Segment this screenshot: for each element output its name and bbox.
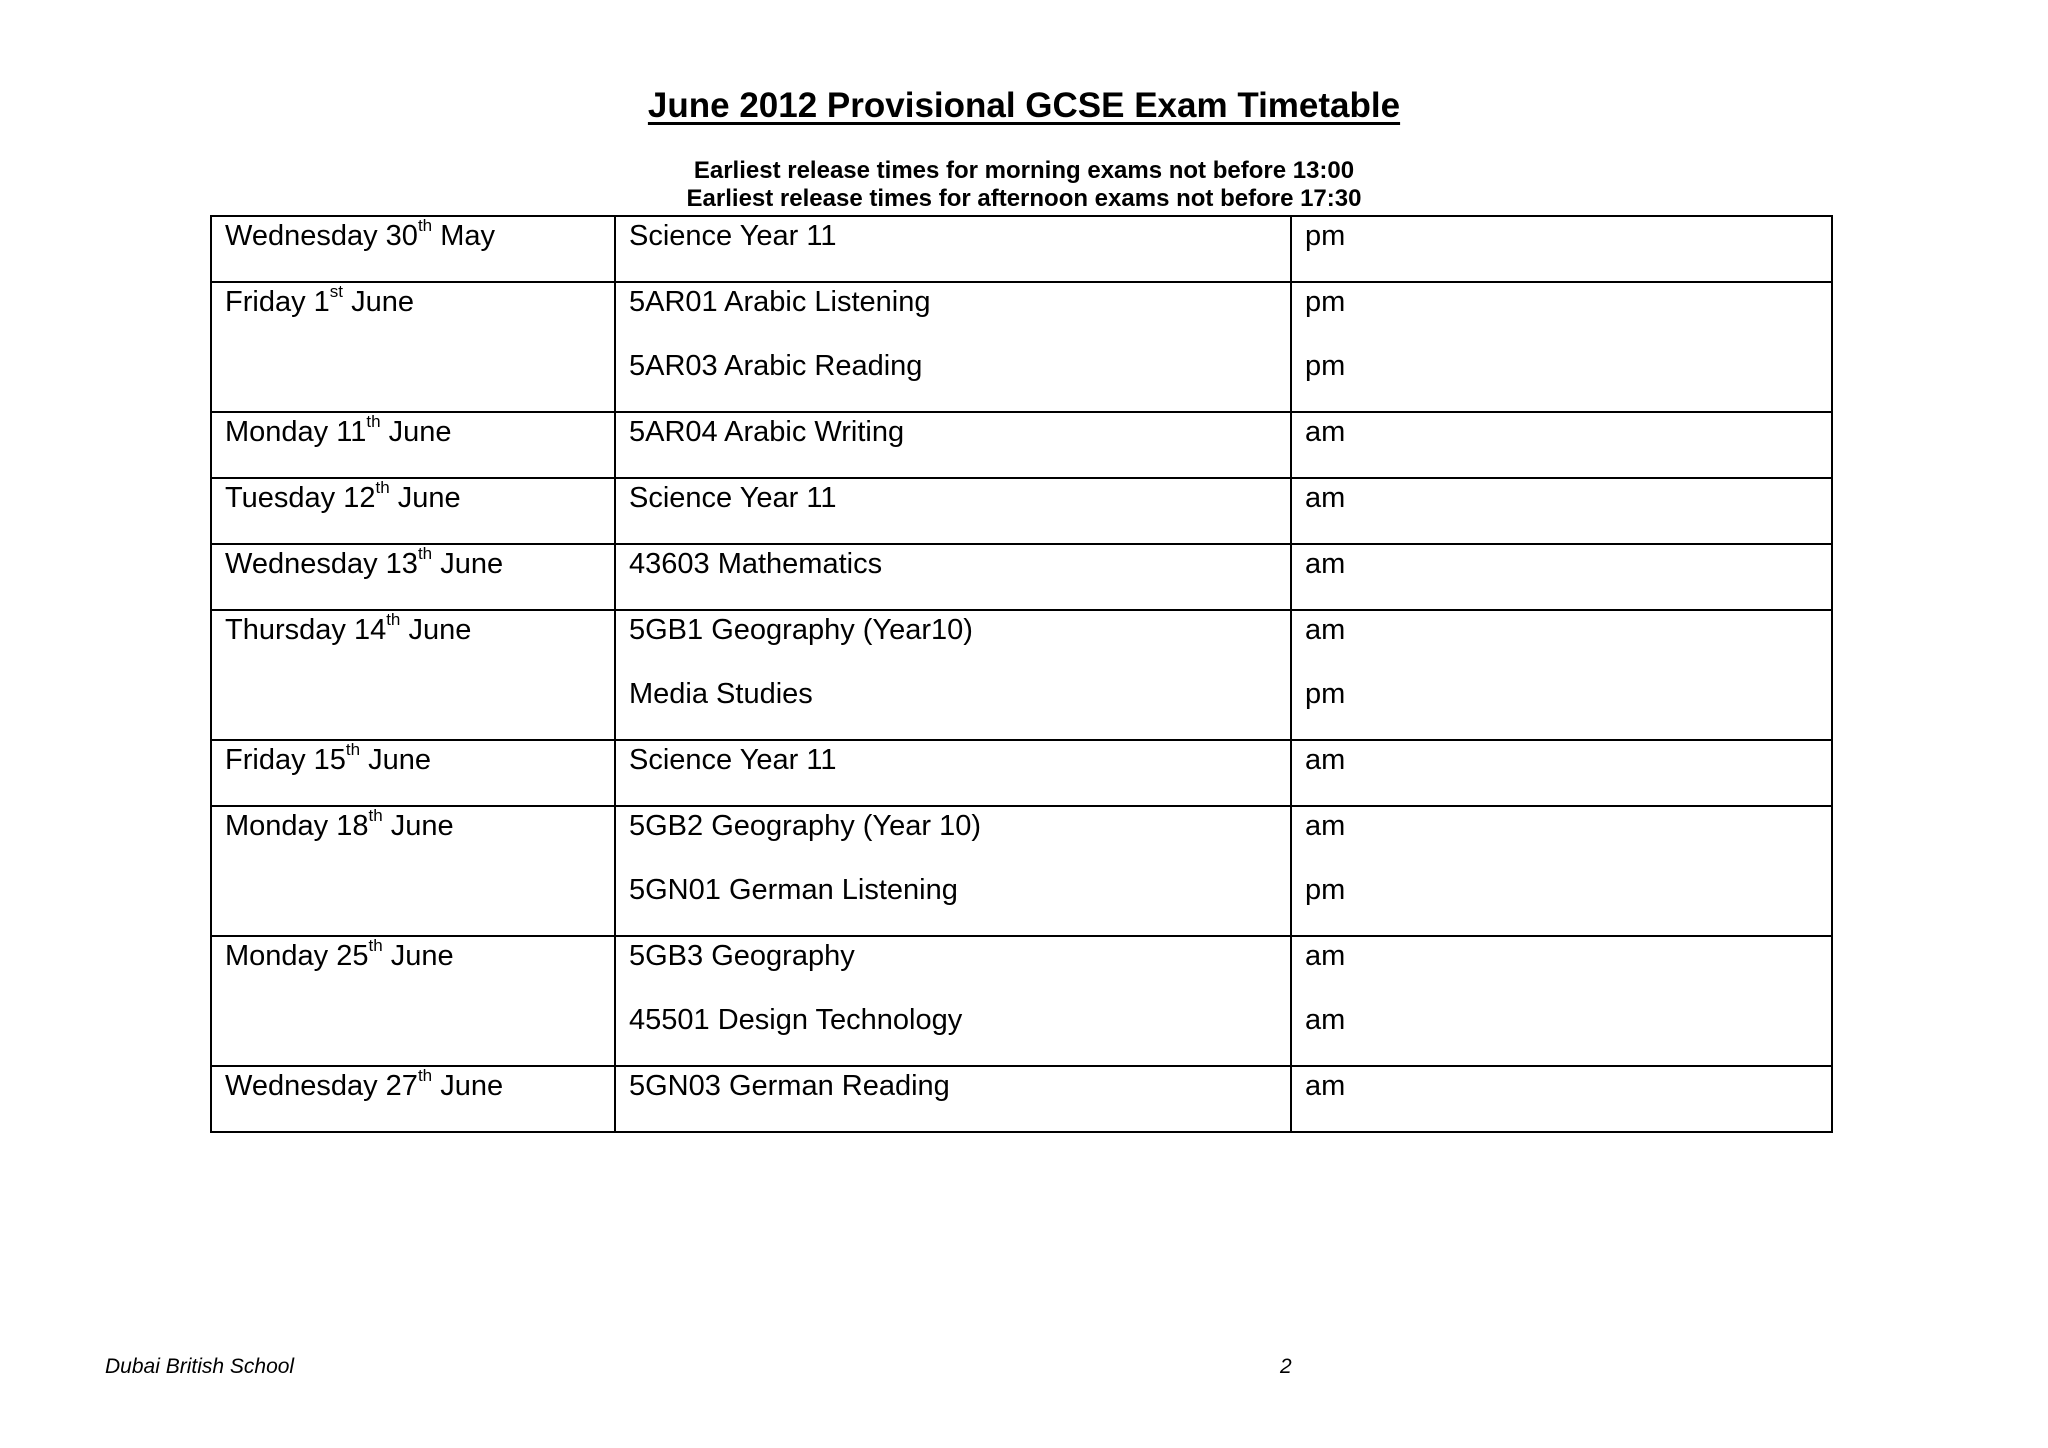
table-row	[211, 412, 1832, 478]
exam-cell	[615, 544, 1291, 610]
exam-cell	[615, 1066, 1291, 1132]
session-cell	[1291, 412, 1832, 478]
session-cell	[1291, 806, 1832, 936]
exam-name: 5GB3 Geography	[629, 940, 855, 972]
table-row	[211, 1066, 1832, 1132]
exam-session: am	[1305, 940, 1346, 972]
release-time-note-morning: Earliest release times for morning exams not before 13:00	[693, 157, 1355, 184]
exam-session: pm	[1305, 220, 1346, 252]
exam-date-ordinal: th	[345, 740, 361, 760]
exam-date-ordinal: st	[329, 282, 343, 302]
exam-cell	[615, 936, 1291, 1066]
exam-session: am	[1305, 810, 1346, 842]
session-cell	[1291, 1066, 1832, 1132]
exam-date-ordinal: th	[375, 478, 390, 498]
exam-name: Science Year 11	[629, 482, 837, 514]
exam-name: 5AR03 Arabic Reading	[629, 350, 923, 382]
exam-name: 5AR01 Arabic Listening	[629, 286, 931, 318]
session-cell	[1291, 478, 1832, 544]
exam-timetable	[210, 215, 1833, 1133]
exam-date-month: June	[440, 1070, 504, 1102]
exam-date-ordinal: th	[417, 216, 433, 236]
exam-date	[225, 611, 602, 675]
exam-cell	[615, 478, 1291, 544]
table-row	[211, 806, 1832, 936]
exam-date-day: Monday 25	[225, 940, 369, 972]
exam-session: pm	[1305, 286, 1346, 318]
exam-date-month: June	[440, 548, 504, 580]
date-cell	[211, 740, 615, 806]
exam-date-month: June	[397, 482, 461, 514]
exam-date	[225, 413, 602, 477]
exam-name: 45501 Design Technology	[629, 1004, 963, 1036]
exam-session: am	[1305, 1004, 1346, 1036]
exam-date-day: Wednesday 27	[225, 1070, 418, 1102]
exam-date-ordinal: th	[368, 806, 383, 826]
exam-date-month: June	[388, 416, 452, 448]
table-row	[211, 282, 1832, 412]
exam-name: 5GN01 German Listening	[629, 874, 958, 906]
exam-session: pm	[1305, 874, 1346, 906]
exam-name: 5GB1 Geography (Year10)	[629, 614, 973, 646]
exam-session: pm	[1305, 678, 1346, 710]
exam-date-ordinal: th	[417, 544, 433, 564]
table-row	[211, 478, 1832, 544]
table-row	[211, 610, 1832, 740]
exam-session: pm	[1305, 350, 1346, 382]
table-row	[211, 740, 1832, 806]
session-cell	[1291, 216, 1832, 282]
exam-date-day: Friday 15	[225, 744, 346, 776]
footer-school-name: Dubai British School	[105, 1355, 295, 1378]
exam-date-day: Monday 18	[225, 810, 369, 842]
session-cell	[1291, 610, 1832, 740]
exam-cell	[615, 216, 1291, 282]
exam-name: Media Studies	[629, 678, 813, 710]
date-cell	[211, 412, 615, 478]
date-cell	[211, 282, 615, 412]
date-cell	[211, 216, 615, 282]
exam-date	[225, 1067, 602, 1131]
exam-name: 5AR04 Arabic Writing	[629, 416, 905, 448]
exam-date	[225, 217, 602, 281]
exam-date	[225, 741, 602, 805]
exam-session: am	[1305, 548, 1346, 580]
date-cell	[211, 610, 615, 740]
exam-date	[225, 545, 602, 609]
exam-cell	[615, 610, 1291, 740]
release-time-note-afternoon: Earliest release times for afternoon exams not before 17:30	[686, 185, 1362, 212]
exam-name: 5GN03 German Reading	[629, 1070, 950, 1102]
table-row	[211, 544, 1832, 610]
date-cell	[211, 806, 615, 936]
exam-cell	[615, 806, 1291, 936]
session-cell	[1291, 936, 1832, 1066]
session-cell	[1291, 740, 1832, 806]
exam-name: Science Year 11	[629, 744, 837, 776]
exam-date-day: Monday 11	[225, 416, 367, 448]
exam-date-month: May	[440, 220, 495, 252]
session-cell	[1291, 544, 1832, 610]
exam-date-month: June	[390, 810, 454, 842]
table-row	[211, 936, 1832, 1066]
table-row	[211, 216, 1832, 282]
exam-date-month: June	[368, 744, 432, 776]
exam-date-day: Wednesday 13	[225, 548, 418, 580]
exam-cell	[615, 740, 1291, 806]
exam-date	[225, 479, 602, 543]
exam-cell	[615, 412, 1291, 478]
date-cell	[211, 478, 615, 544]
exam-name: Science Year 11	[629, 220, 837, 252]
page-title: June 2012 Provisional GCSE Exam Timetable	[647, 86, 1401, 125]
exam-session: am	[1305, 416, 1346, 448]
date-cell	[211, 1066, 615, 1132]
exam-date-month: June	[408, 614, 472, 646]
exam-date	[225, 283, 602, 347]
exam-date	[225, 937, 602, 1001]
exam-date-ordinal: th	[368, 936, 383, 956]
footer-page-number: 2	[1280, 1355, 1292, 1378]
exam-date-month: June	[351, 286, 414, 318]
exam-name: 5GB2 Geography (Year 10)	[629, 810, 981, 842]
date-cell	[211, 544, 615, 610]
session-cell	[1291, 282, 1832, 412]
exam-date-ordinal: th	[417, 1066, 433, 1086]
exam-date-ordinal: th	[386, 610, 401, 630]
exam-cell	[615, 282, 1291, 412]
exam-date-day: Wednesday 30	[225, 220, 418, 252]
exam-date-day: Tuesday 12	[225, 482, 376, 514]
exam-session: am	[1305, 744, 1346, 776]
date-cell	[211, 936, 615, 1066]
exam-date-ordinal: th	[366, 412, 381, 432]
exam-date	[225, 807, 602, 871]
timetable-body	[211, 216, 1832, 1132]
exam-name: 43603 Mathematics	[629, 548, 883, 580]
exam-date-day: Friday 1	[225, 286, 330, 318]
exam-session: am	[1305, 482, 1346, 514]
exam-date-day: Thursday 14	[225, 614, 387, 646]
exam-session: am	[1305, 1070, 1346, 1102]
exam-session: am	[1305, 614, 1346, 646]
exam-date-month: June	[390, 940, 454, 972]
